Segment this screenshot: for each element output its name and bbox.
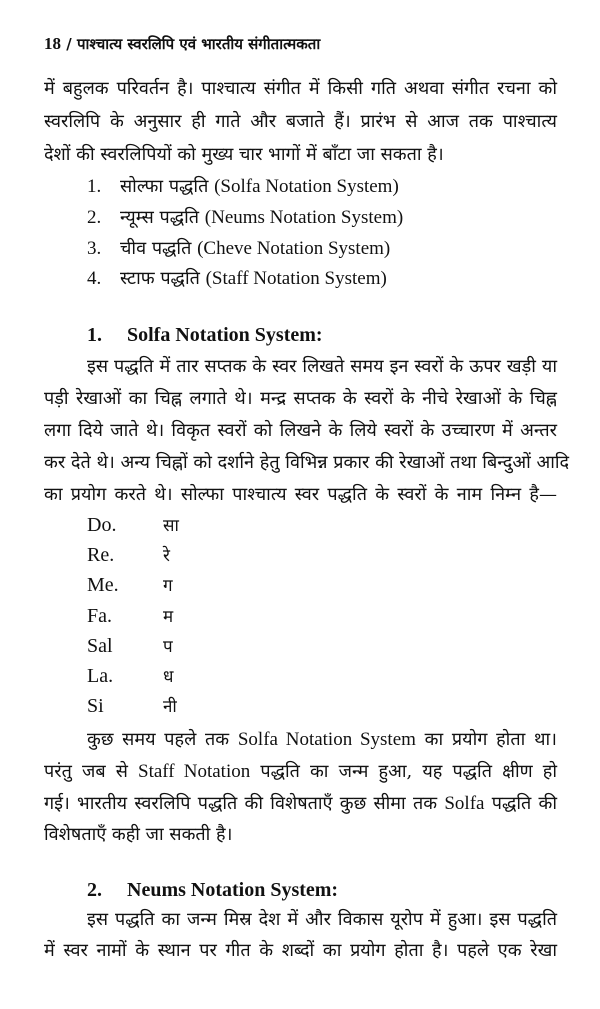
solfa-english: Sal: [87, 635, 113, 657]
para2-text: परंतु जब से: [44, 761, 138, 782]
list-hindi: चीव पद्धति: [120, 238, 192, 259]
solfa-hindi: नी: [163, 697, 177, 717]
section-number: 1.: [87, 324, 102, 346]
para2-text: कुछ समय पहले तक: [87, 729, 238, 750]
solfa-hindi: रे: [163, 546, 170, 566]
list-number: 3.: [87, 238, 102, 259]
solfa-para2-line-4: विशेषताएँ कही जा सकती है।: [44, 824, 233, 845]
list-number: 4.: [87, 268, 102, 289]
intro-line-1: में बहुलक परिवर्तन है। पाश्चात्य संगीत में किसी गति अथवा संगीत रचना को: [44, 78, 557, 99]
list-hindi: स्टाफ पद्धति: [120, 268, 200, 289]
solfa-para-line-1: इस पद्धति में तार सप्तक के स्वर लिखते समय इन स्वरों के ऊपर खड़ी या: [87, 356, 557, 377]
para2-text: का प्रयोग होता था।: [415, 729, 557, 750]
solfa-name-row: [87, 664, 173, 688]
list-number: 2.: [87, 207, 102, 228]
solfa-hindi: प: [163, 637, 173, 657]
intro-line-2: स्वरलिपि के अनुसार ही गाते और बजाते हैं। प्रारंभ से आज तक पाश्चात्य: [44, 111, 557, 132]
solfa-hindi: म: [163, 607, 174, 627]
running-header: [44, 34, 320, 54]
systems-list-item: [87, 266, 387, 290]
solfa-para-line-5: का प्रयोग करते थे। सोल्फा पाश्चात्य स्वर पद्धति के स्वरों के नाम निम्न है—: [44, 484, 557, 505]
para2-english-term: Solfa Notation System: [237, 729, 416, 750]
solfa-para2-line-1: [87, 727, 557, 753]
solfa-name-row: [87, 634, 173, 658]
list-hindi: न्यूम्स पद्धति: [120, 207, 200, 228]
list-number: 1.: [87, 176, 102, 197]
intro-line-3: देशों की स्वरलिपियों को मुख्य चार भागों में बाँटा जा सकता है।: [44, 144, 444, 165]
neums-para-line-2: में स्वर नामों के स्थान पर गीत के शब्दों का प्रयोग होता है। पहले एक रेखा: [44, 940, 557, 961]
solfa-para-line-4: कर देते थे। अन्य चिह्नों को दर्शाने हेतु विभिन्न प्रकार की रेखाओं तथा बिन्दुओं आदि: [44, 452, 570, 473]
solfa-name-row: [87, 573, 173, 597]
para2-english-term: Solfa: [444, 793, 485, 814]
list-hindi: सोल्फा पद्धति: [120, 176, 209, 197]
section-heading-solfa: [87, 324, 323, 347]
solfa-english: Re.: [87, 544, 115, 566]
solfa-name-row: [87, 513, 179, 537]
header-separator: /: [61, 35, 77, 53]
solfa-english: Me.: [87, 574, 119, 596]
list-english: (Neums Notation System): [204, 207, 404, 228]
list-english: (Staff Notation System): [205, 268, 387, 289]
systems-list-item: [87, 174, 399, 198]
solfa-para2-line-3: [44, 791, 557, 817]
solfa-english: Do.: [87, 514, 117, 536]
solfa-name-row: [87, 543, 170, 567]
solfa-english: Fa.: [87, 605, 112, 627]
solfa-para2-line-2: [44, 759, 557, 785]
section-number: 2.: [87, 879, 102, 901]
systems-list-item: [87, 205, 403, 229]
page-number: 18: [44, 34, 61, 53]
systems-list-item: [87, 236, 390, 260]
list-english: (Cheve Notation System): [197, 238, 391, 259]
section-heading-neums: [87, 879, 338, 902]
solfa-english: Si: [87, 695, 104, 717]
solfa-hindi: ध: [163, 667, 174, 687]
section-title: Neums Notation System:: [127, 879, 339, 901]
section-title: Solfa Notation System:: [127, 324, 323, 346]
solfa-hindi: ग: [163, 576, 173, 596]
book-title: पाश्चात्य स्वरलिपि एवं भारतीय संगीतात्मकता: [76, 35, 321, 53]
solfa-para-line-3: लगा दिये जाते थे। विकृत स्वरों को लिखने के लिये स्वरों के उच्चारण में अन्तर: [44, 420, 557, 441]
neums-para-line-1: इस पद्धति का जन्म मिस्र देश में और विकास यूरोप में हुआ। इस पद्धति: [87, 909, 557, 930]
solfa-name-row: [87, 604, 173, 628]
para2-english-term: Staff Notation: [138, 761, 251, 782]
solfa-name-row: [87, 694, 177, 718]
para2-text: पद्धति का जन्म हुआ, यह पद्धति क्षीण हो: [250, 761, 557, 782]
solfa-hindi: सा: [163, 516, 179, 536]
para2-text: गई। भारतीय स्वरलिपि पद्धति की विशेषताएँ कुछ सीमा तक: [44, 793, 445, 814]
solfa-english: La.: [87, 665, 114, 687]
solfa-para-line-2: पड़ी रेखाओं का चिह्न लगाते थे। मन्द्र सप्तक के स्वरों के नीचे रेखाओं के चिह्न: [44, 388, 557, 409]
list-english: (Solfa Notation System): [214, 176, 399, 197]
para2-text: पद्धति की: [484, 793, 557, 814]
